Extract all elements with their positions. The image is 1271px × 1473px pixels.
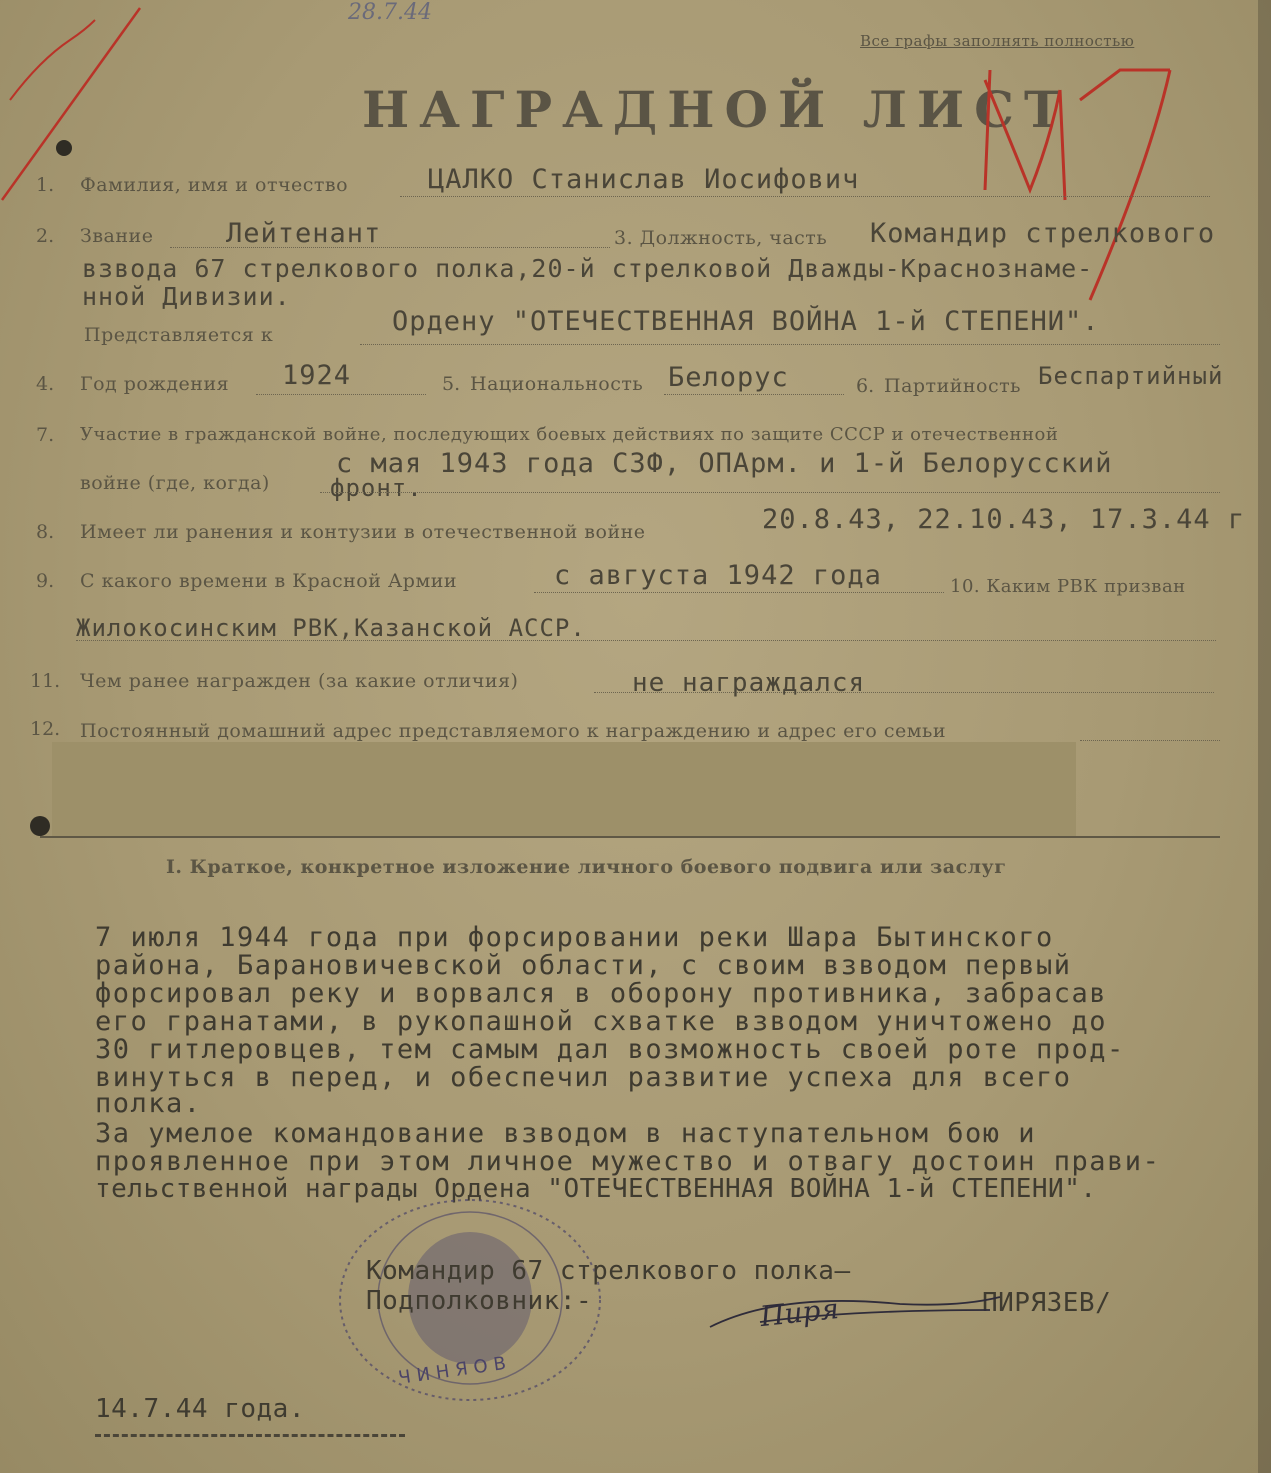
punch-hole-bottom (30, 816, 50, 836)
punch-hole-top (56, 140, 72, 156)
stamp-text: ЧИНЯОВ (397, 1352, 514, 1389)
field-4-value: 1924 (282, 360, 352, 391)
field-6-value: Беспартийный (1038, 362, 1224, 390)
redacted-address (52, 742, 1076, 838)
footer-date: 14.7.44 года. (95, 1394, 305, 1424)
field-3-value-line3: нной Дивизии. (82, 282, 291, 311)
field-1-number: 1. (36, 174, 55, 196)
story-line: полка. (95, 1088, 202, 1119)
field-1-line (400, 196, 1210, 197)
story-line: За умелое командование взводом в наступательном бою и (95, 1118, 1037, 1149)
field-8-number: 8. (36, 521, 55, 543)
field-7-line (320, 492, 1220, 493)
field-5-value: Белорус (668, 362, 789, 393)
field-4-line (256, 394, 426, 395)
field-12-number: 12. (30, 718, 61, 740)
signature-title-line1: Командир 67 стрелкового полка— (366, 1256, 851, 1286)
section-separator (40, 836, 1220, 838)
section-heading: I. Краткое, конкретное изложение личного боевого подвига или заслуг (166, 856, 1007, 878)
field-7-value-line2: фронт. (330, 474, 423, 502)
footer-dash-line (95, 1434, 405, 1437)
field-7-label-line1: Участие в гражданской войне, последующих боевых действиях по защите СССР и отечественной (80, 424, 1059, 445)
field-4-number: 4. (36, 373, 55, 395)
field-1-label: Фамилия, имя и отчество (80, 174, 349, 196)
handwritten-signature: Пиря (758, 1291, 841, 1334)
field-5-line (664, 394, 844, 395)
signature-flourish (700, 1282, 1020, 1342)
story-line: винуться в перед, и обеспечил развитие успеха для всего (95, 1062, 1072, 1093)
field-8-value: 20.8.43, 22.10.43, 17.3.44 г (762, 504, 1246, 535)
field-10-value: Жилокосинским РВК,Казанской АССР. (76, 614, 586, 642)
presented-line (360, 344, 1220, 345)
story-line: форсировал реку и ворвался в оборону противника, забрасав (95, 978, 1108, 1009)
field-11-number: 11. (30, 670, 61, 692)
presented-label: Представляется к (84, 324, 274, 346)
field-9-value: с августа 1942 года (554, 560, 882, 591)
field-2-label: Звание (80, 225, 154, 247)
field-1-value: ЦАЛКО Станислав Иосифович (428, 164, 860, 195)
story-line: его гранатами, в рукопашной схватке взводом уничтожено до (95, 1006, 1108, 1037)
field-3-label: 3. Должность, часть (614, 227, 828, 249)
page-title: НАГРАДНОЙ ЛИСТ (362, 80, 1072, 139)
story-line: 7 июля 1944 года при форсировании реки Шара Бытинского (95, 922, 1054, 953)
field-7-number: 7. (36, 424, 55, 446)
field-2-number: 2. (36, 225, 55, 247)
field-10-label: 10. Каким РВК призван (950, 576, 1186, 597)
field-6-number: 6. (856, 375, 875, 397)
presented-value: Ордену "ОТЕЧЕСТВЕННАЯ ВОЙНА 1-й СТЕПЕНИ". (392, 306, 1100, 337)
field-11-value: не награждался (632, 668, 866, 698)
signature-name: ПИРЯЗЕВ/ (982, 1288, 1112, 1318)
field-3-value-line2: взвода 67 стрелкового полка,20-й стрелковой Дважды-Краснознаме- (82, 254, 1094, 283)
field-7-value-line1: с мая 1943 года СЗФ, ОПАрм. и 1-й Белорусский (336, 448, 1113, 479)
field-12-label: Постоянный домашний адрес представляемого к награждению и адрес его семьи (80, 720, 947, 742)
field-8-label: Имеет ли ранения и контузии в отечественной войне (80, 521, 646, 543)
field-9-label: С какого времени в Красной Армии (80, 570, 458, 592)
field-11-label: Чем ранее награжден (за какие отличия) (80, 670, 519, 692)
story-line: 30 гитлеровцев, тем самым дал возможность своей роте прод- (95, 1034, 1125, 1065)
fill-instruction: Все графы заполнять полностью (860, 32, 1135, 50)
field-6-label: Партийность (884, 375, 1021, 397)
story-line: района, Барановичевской области, с своим взводом первый (95, 950, 1072, 981)
story-line: тельственной награды Ордена "ОТЕЧЕСТВЕННАЯ ВОЙНА 1-й СТЕПЕНИ". (95, 1174, 1097, 1204)
field-12-line (1080, 740, 1220, 741)
field-2-value: Лейтенант (226, 218, 382, 249)
field-7-label-line2: войне (где, когда) (80, 472, 270, 494)
handwritten-date: 28.7.44 (348, 0, 432, 25)
field-3-value-line1: Командир стрелкового (870, 218, 1216, 249)
field-5-number: 5. (442, 373, 461, 395)
field-4-label: Год рождения (80, 373, 230, 395)
story-line: проявленное при этом личное мужество и отвагу достоин прави- (95, 1146, 1161, 1177)
field-9-line (534, 592, 944, 593)
field-9-number: 9. (36, 570, 55, 592)
field-5-label: Национальность (470, 373, 644, 395)
field-10-line (76, 640, 1216, 641)
page-edge-shadow (1258, 0, 1271, 1473)
signature-title-line2: Подполковник:- (366, 1286, 593, 1316)
